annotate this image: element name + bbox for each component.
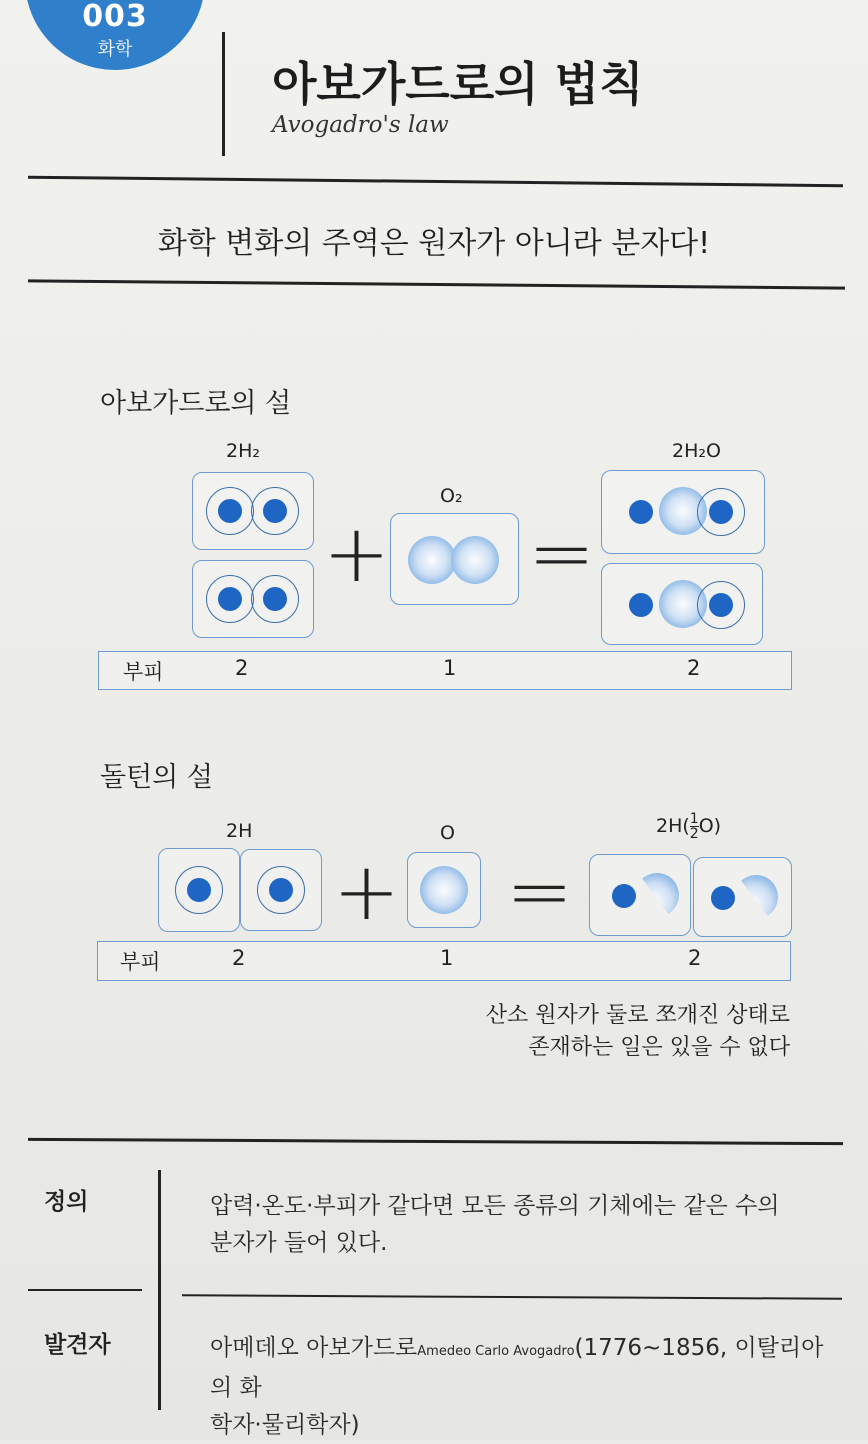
page-title: 아보가드로의 법칙 <box>272 57 644 111</box>
equals-sign: = <box>528 507 596 600</box>
one-half-fraction <box>690 812 699 841</box>
half-oxygen-atom <box>629 867 685 923</box>
oxygen-atom <box>420 866 468 914</box>
hydrogen-atom <box>709 593 733 617</box>
oxygen-atom <box>408 536 456 584</box>
avogadro-volume-row <box>98 651 792 690</box>
water-molecule-box <box>601 563 763 645</box>
volume-value: 2 <box>687 656 701 680</box>
hydrogen-atom-box <box>158 848 240 932</box>
tagline: 화학 변화의 주역은 원자가 아니라 분자다! <box>157 226 711 261</box>
chapter-number: 003 <box>82 0 148 34</box>
hydrogen-atom <box>612 884 636 908</box>
dalton-reactant1-formula: 2H <box>226 820 253 842</box>
definition-line: 압력·온도·부피가 같다면 모든 종류의 기체에는 같은 수의 <box>210 1193 780 1219</box>
hydrogen-atom <box>711 886 735 910</box>
half-oxygen-atom <box>728 869 784 925</box>
volume-value: 2 <box>235 656 249 680</box>
note-line: 산소 원자가 둘로 쪼개진 상태로 <box>485 1003 790 1028</box>
divider-tagline <box>28 279 845 289</box>
definition-label: 정의 <box>44 1189 89 1215</box>
discoverer-text <box>210 1330 830 1444</box>
dalton-volume-row <box>97 941 791 981</box>
chapter-badge <box>25 0 205 70</box>
volume-value: 1 <box>440 946 454 970</box>
avogadro-reactant1-formula: 2H₂ <box>226 440 260 462</box>
dalton-section-label: 돌턴의 설 <box>100 762 213 793</box>
volume-value: 1 <box>443 656 457 680</box>
hydrogen-atom <box>629 500 653 524</box>
hydrogen-atom <box>709 500 733 524</box>
chapter-category: 화학 <box>97 39 133 60</box>
avogadro-reactant2-formula: O₂ <box>440 485 463 507</box>
discoverer-label: 발견자 <box>44 1332 111 1358</box>
fraction-denominator: 2 <box>689 826 699 842</box>
hydrogen-atom-box <box>240 849 322 931</box>
oxygen-atom <box>451 536 499 584</box>
equals-sign: = <box>506 845 574 938</box>
volume-value: 2 <box>688 946 702 970</box>
dalton-note <box>486 1000 790 1064</box>
divider-top <box>28 176 843 188</box>
definition-line: 분자가 들어 있다. <box>210 1230 388 1256</box>
water-molecule-box <box>601 470 765 554</box>
hydrogen-molecule-box <box>192 472 314 550</box>
half-water-box <box>693 857 792 937</box>
hydrogen-atom <box>187 878 211 902</box>
dalton-reactant2-formula: O <box>440 822 455 844</box>
hydrogen-atom <box>629 593 653 617</box>
discoverer-name-korean: 아메데오 아보가드로 <box>210 1335 418 1361</box>
hydrogen-atom <box>269 878 293 902</box>
plus-sign: + <box>323 507 391 600</box>
volume-label: 부피 <box>123 660 164 684</box>
discoverer-detail-line2: 학자·물리학자) <box>210 1412 360 1438</box>
hydrogen-molecule-box <box>192 560 314 638</box>
dalton-product-formula <box>656 812 721 841</box>
hydrogen-atom <box>218 499 242 523</box>
divider-definition-top <box>28 1138 843 1145</box>
hydrogen-atom <box>263 499 287 523</box>
discoverer-name-english: Amedeo Carlo Avogadro <box>417 1344 575 1359</box>
page-subtitle: Avogadro's law <box>272 112 449 138</box>
volume-value: 2 <box>232 946 246 970</box>
oxygen-atom-box <box>407 852 481 928</box>
definition-text <box>210 1188 830 1262</box>
definition-column-divider <box>158 1170 161 1410</box>
divider-definition-row <box>182 1294 842 1299</box>
product-prefix: 2H( <box>656 815 690 837</box>
volume-label: 부피 <box>120 950 161 974</box>
hydrogen-atom <box>263 587 287 611</box>
plus-sign: + <box>333 845 401 938</box>
fraction-numerator: 1 <box>689 811 699 827</box>
hydrogen-atom <box>218 587 242 611</box>
avogadro-section-label: 아보가드로의 설 <box>100 388 292 419</box>
half-water-box <box>589 854 691 936</box>
avogadro-product-formula: 2H₂O <box>672 440 721 462</box>
divider-label-column <box>28 1289 142 1291</box>
note-line: 존재하는 일은 있을 수 없다 <box>528 1035 790 1060</box>
oxygen-molecule-box <box>390 513 519 605</box>
discoverer-detail: (1776~1856, 이탈리아의 화 <box>210 1335 824 1401</box>
title-divider <box>222 32 225 156</box>
product-suffix: O) <box>698 815 722 837</box>
